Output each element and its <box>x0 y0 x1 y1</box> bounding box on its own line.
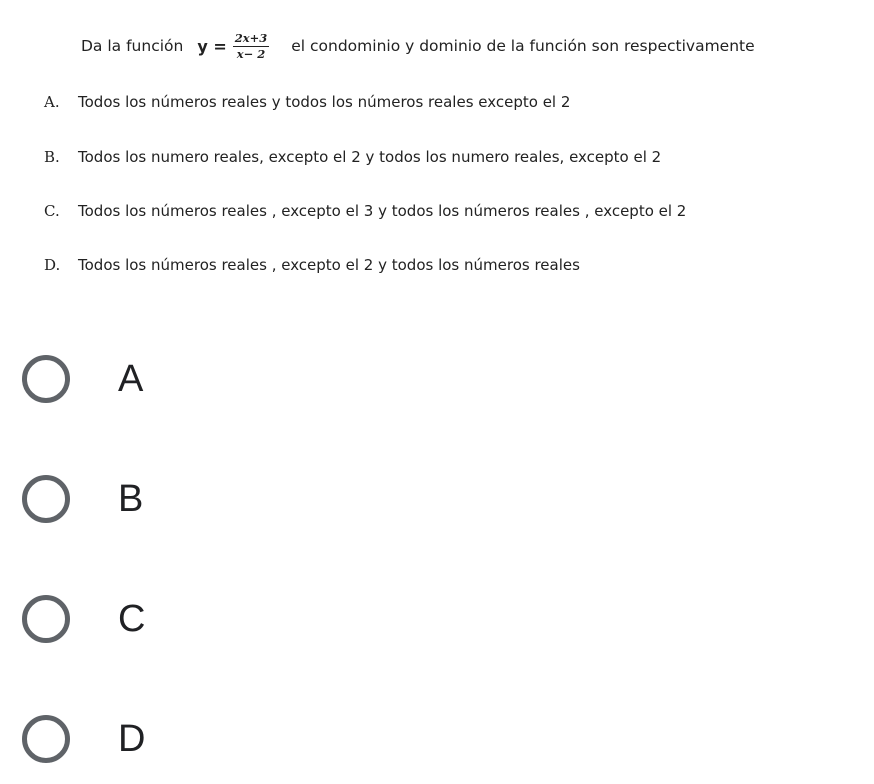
formula-lhs: y = <box>197 36 227 56</box>
formula-denominator: x− 2 <box>236 46 266 61</box>
option-letter: A. <box>44 93 60 111</box>
radio-button-c[interactable] <box>22 595 70 643</box>
choice-label-d[interactable]: D <box>118 718 146 760</box>
option-text-c <box>44 200 686 222</box>
option-description: Todos los números reales , excepto el 2 y todos los números reales <box>78 256 580 274</box>
option-letter: B. <box>44 148 60 166</box>
choice-a[interactable] <box>22 349 442 409</box>
choice-label-b[interactable]: B <box>118 478 144 520</box>
option-description: Todos los numero reales, excepto el 2 y todos los numero reales, excepto el 2 <box>78 148 662 166</box>
option-letter: D. <box>44 256 61 274</box>
stem-prefix: Da la función <box>81 37 184 55</box>
option-description: Todos los números reales , excepto el 3 y todos los números reales , excepto el 2 <box>78 202 687 220</box>
radio-button-a[interactable] <box>22 355 70 403</box>
choice-label-a[interactable]: A <box>118 358 144 400</box>
option-description: Todos los números reales y todos los números reales excepto el 2 <box>78 93 571 111</box>
function-formula <box>197 32 269 61</box>
formula-numerator: 2x+3 <box>234 30 268 45</box>
radio-button-d[interactable] <box>22 715 70 763</box>
option-text-b <box>44 146 661 168</box>
option-letter: C. <box>44 202 60 220</box>
stem-suffix: el condominio y dominio de la función son respectivamente <box>291 37 755 55</box>
question-stem <box>81 30 755 62</box>
choice-d[interactable] <box>22 709 442 769</box>
question-image <box>0 0 874 300</box>
radio-button-b[interactable] <box>22 475 70 523</box>
choice-b[interactable] <box>22 469 442 529</box>
formula-fraction <box>233 32 270 61</box>
choice-c[interactable] <box>22 589 442 649</box>
option-text-a <box>44 91 570 113</box>
option-text-d <box>44 254 580 276</box>
choice-label-c[interactable]: C <box>118 598 146 640</box>
